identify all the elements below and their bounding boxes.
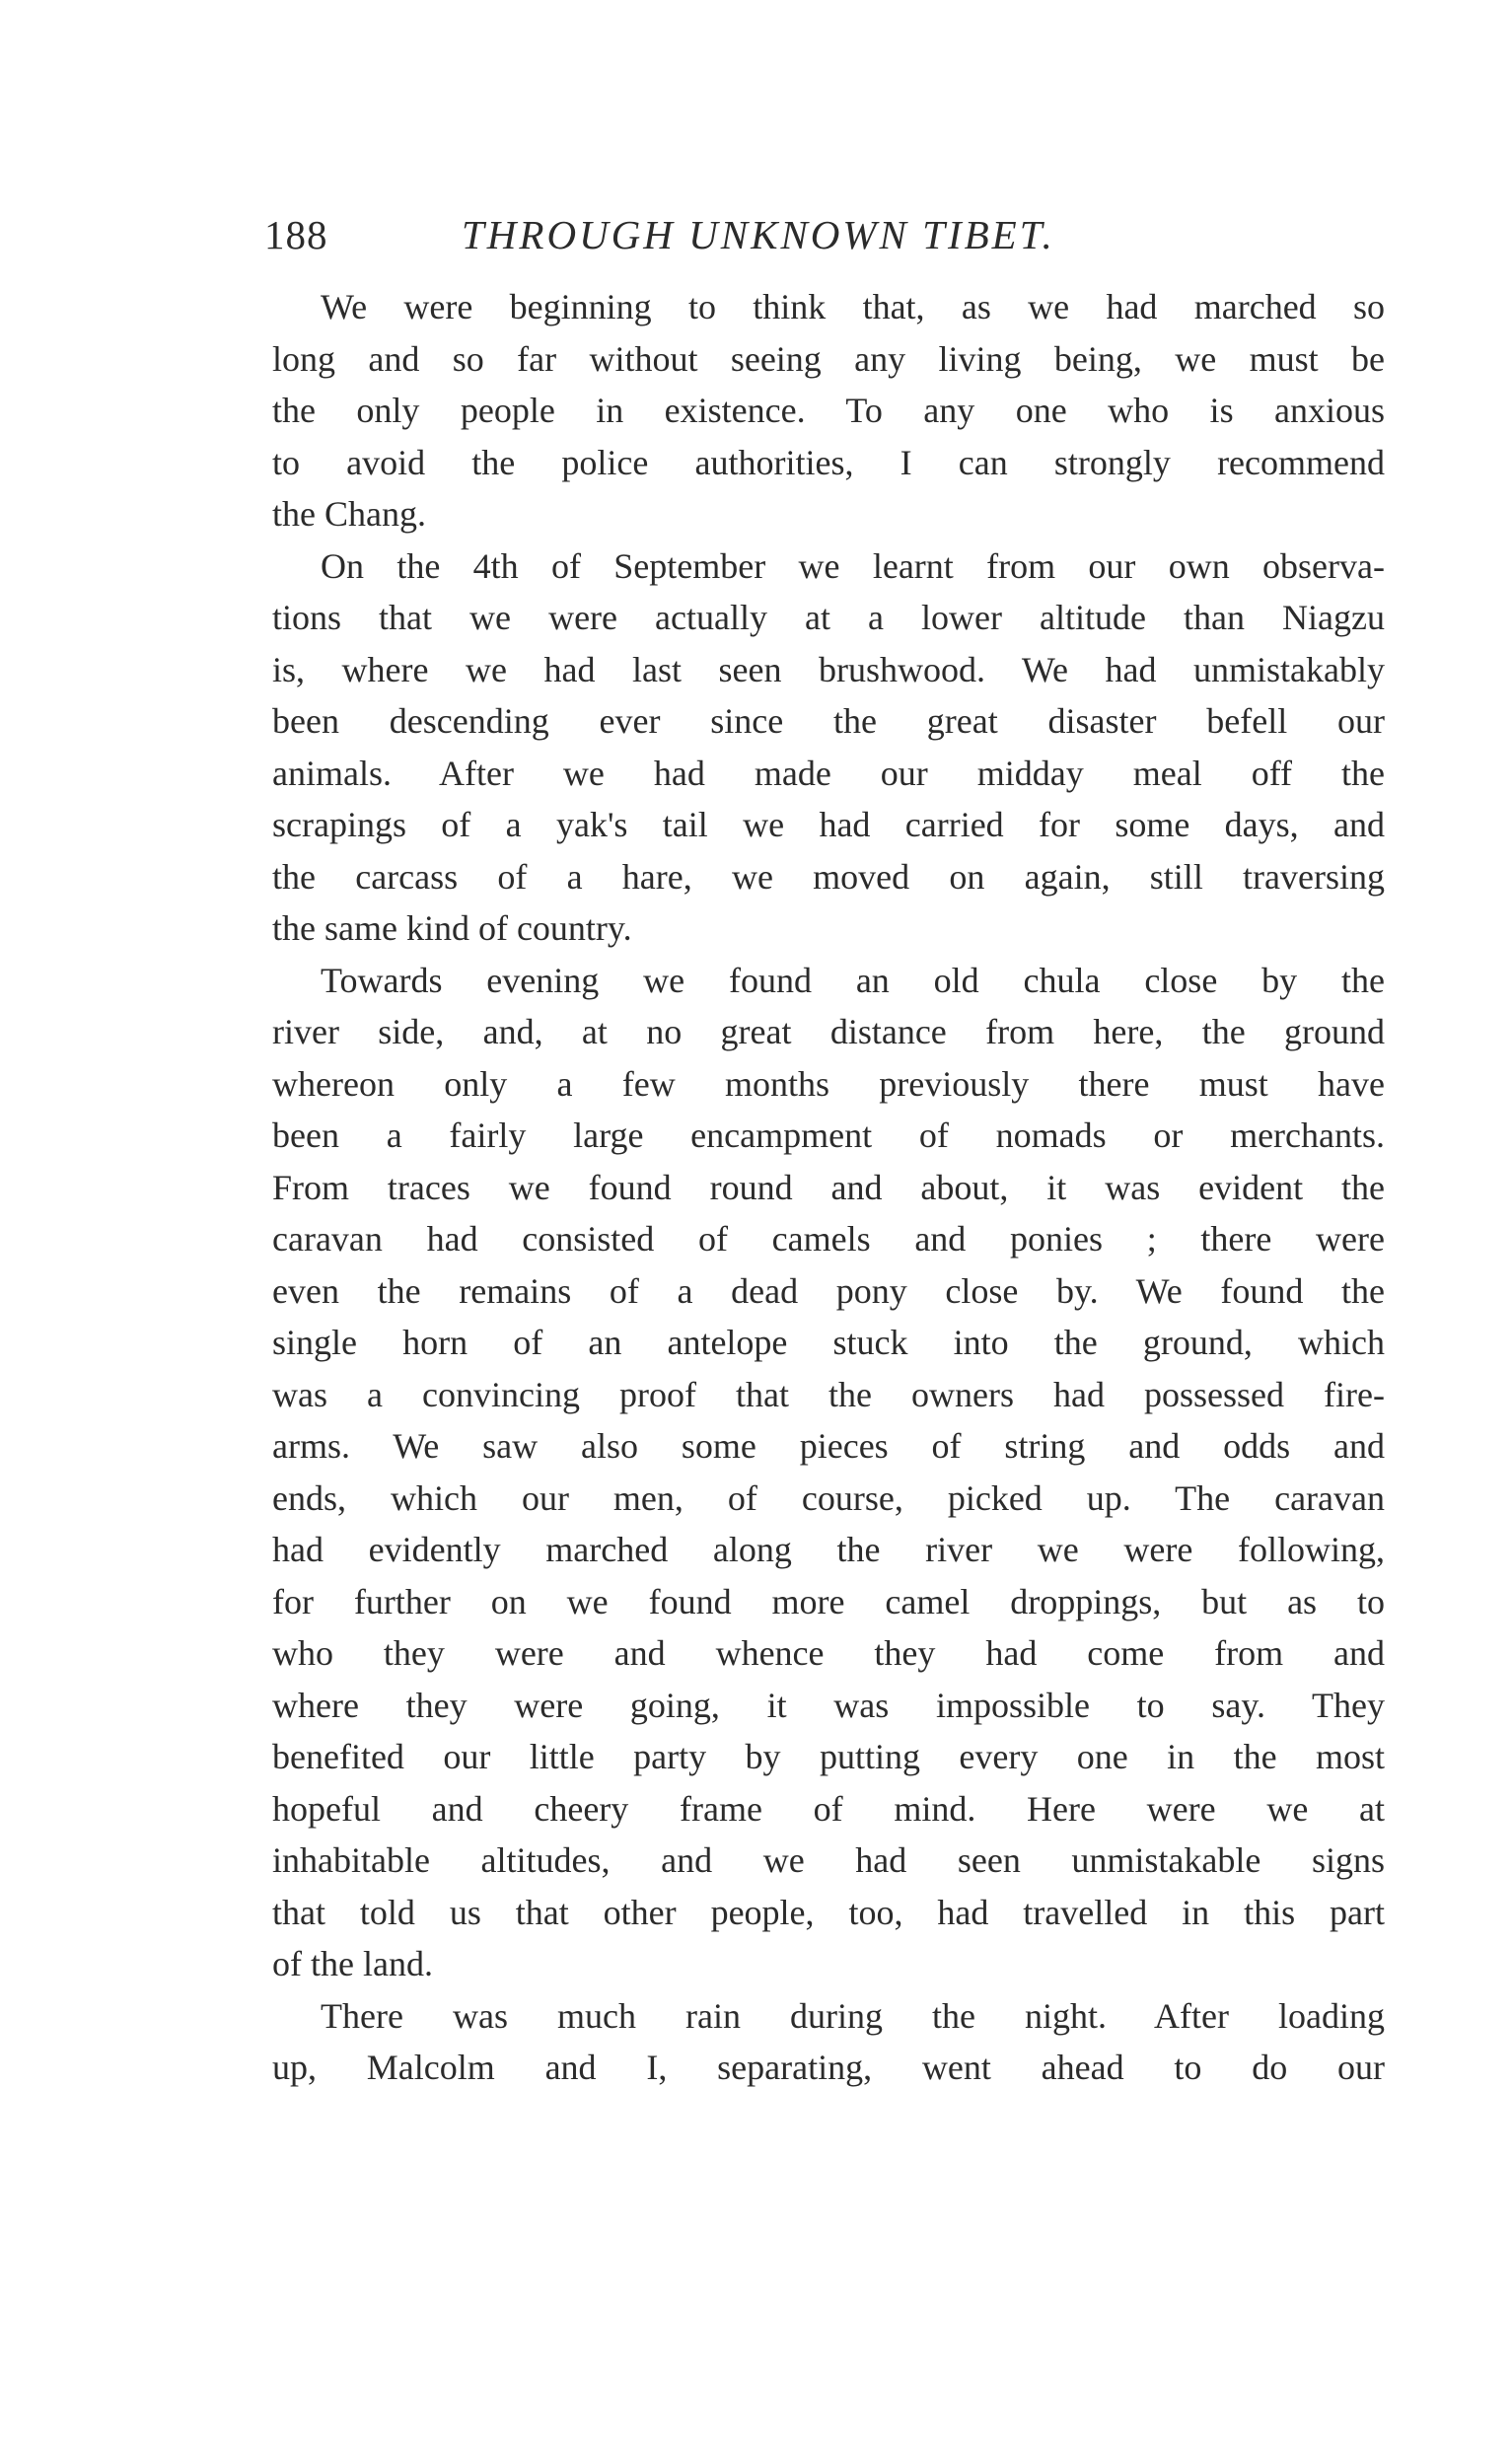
text-line: the Chang.	[272, 494, 426, 534]
text-line: We were beginning to think that, as we had marched so	[321, 287, 1385, 326]
page-number: 188	[264, 212, 328, 257]
text-line: scrapings of a yak's tail we had carried for some days, and	[272, 805, 1385, 844]
text-line: From traces we found round and about, it was evident the	[272, 1167, 1385, 1207]
body-text	[272, 281, 1385, 2094]
text-line: been a fairly large encampment of nomads or merchants.	[272, 1116, 1385, 1155]
text-line: caravan had consisted of camels and ponies ; there were	[272, 1219, 1385, 1259]
text-line: arms. We saw also some pieces of string and odds and	[272, 1426, 1385, 1466]
text-line: inhabitable altitudes, and we had seen unmistakable signs	[272, 1840, 1385, 1880]
text-line: ends, which our men, of course, picked up. The caravan	[272, 1477, 1385, 1518]
text-line: the carcass of a hare, we moved on again, still traversing	[272, 856, 1385, 897]
text-line: who they were and whence they had come from and	[272, 1633, 1385, 1673]
text-line: hopeful and cheery frame of mind. Here were we at	[272, 1788, 1385, 1829]
text-line: Towards evening we found an old chula close by the	[321, 960, 1385, 1000]
text-line: benefited our little party by putting every one in the most	[272, 1737, 1385, 1776]
text-line: tions that we were actually at a lower altitude than Niagzu	[272, 598, 1385, 637]
text-line: long and so far without seeing any living being, we must be	[272, 338, 1385, 379]
text-line: whereon only a few months previously there must have	[272, 1063, 1385, 1104]
text-line: up, Malcolm and I, separating, went ahead to do our	[272, 2048, 1385, 2087]
text-line: animals. After we had made our midday meal off the	[272, 753, 1385, 793]
text-line: where they were going, it was impossible to say. They	[272, 1685, 1385, 1725]
text-line: On the 4th of September we learnt from our own observa-	[321, 545, 1385, 586]
text-line: There was much rain during the night. After loading	[321, 1995, 1385, 2036]
text-line: had evidently marched along the river we were following,	[272, 1530, 1385, 1569]
text-line: river side, and, at no great distance from here, the ground	[272, 1012, 1385, 1051]
text-line: to avoid the police authorities, I can strongly recommend	[272, 442, 1385, 482]
text-line: even the remains of a dead pony close by. We found the	[272, 1270, 1385, 1311]
text-line: for further on we found more camel droppings, but as to	[272, 1581, 1385, 1621]
running-head	[264, 205, 1251, 264]
text-line: single horn of an antelope stuck into the ground, which	[272, 1323, 1385, 1362]
text-line: the only people in existence. To any one who is anxious	[272, 391, 1385, 430]
running-title: THROUGH UNKNOWN TIBET.	[462, 212, 1055, 257]
text-line: was a convincing proof that the owners had possessed fire-	[272, 1374, 1385, 1414]
text-line: is, where we had last seen brushwood. We had unmistakably	[272, 649, 1385, 689]
text-line: of the land.	[272, 1944, 433, 1983]
text-line: the same kind of country.	[272, 908, 632, 948]
text-line: been descending ever since the great disaster befell our	[272, 701, 1385, 741]
text-line: that told us that other people, too, had travelled in this part	[272, 1892, 1385, 1932]
